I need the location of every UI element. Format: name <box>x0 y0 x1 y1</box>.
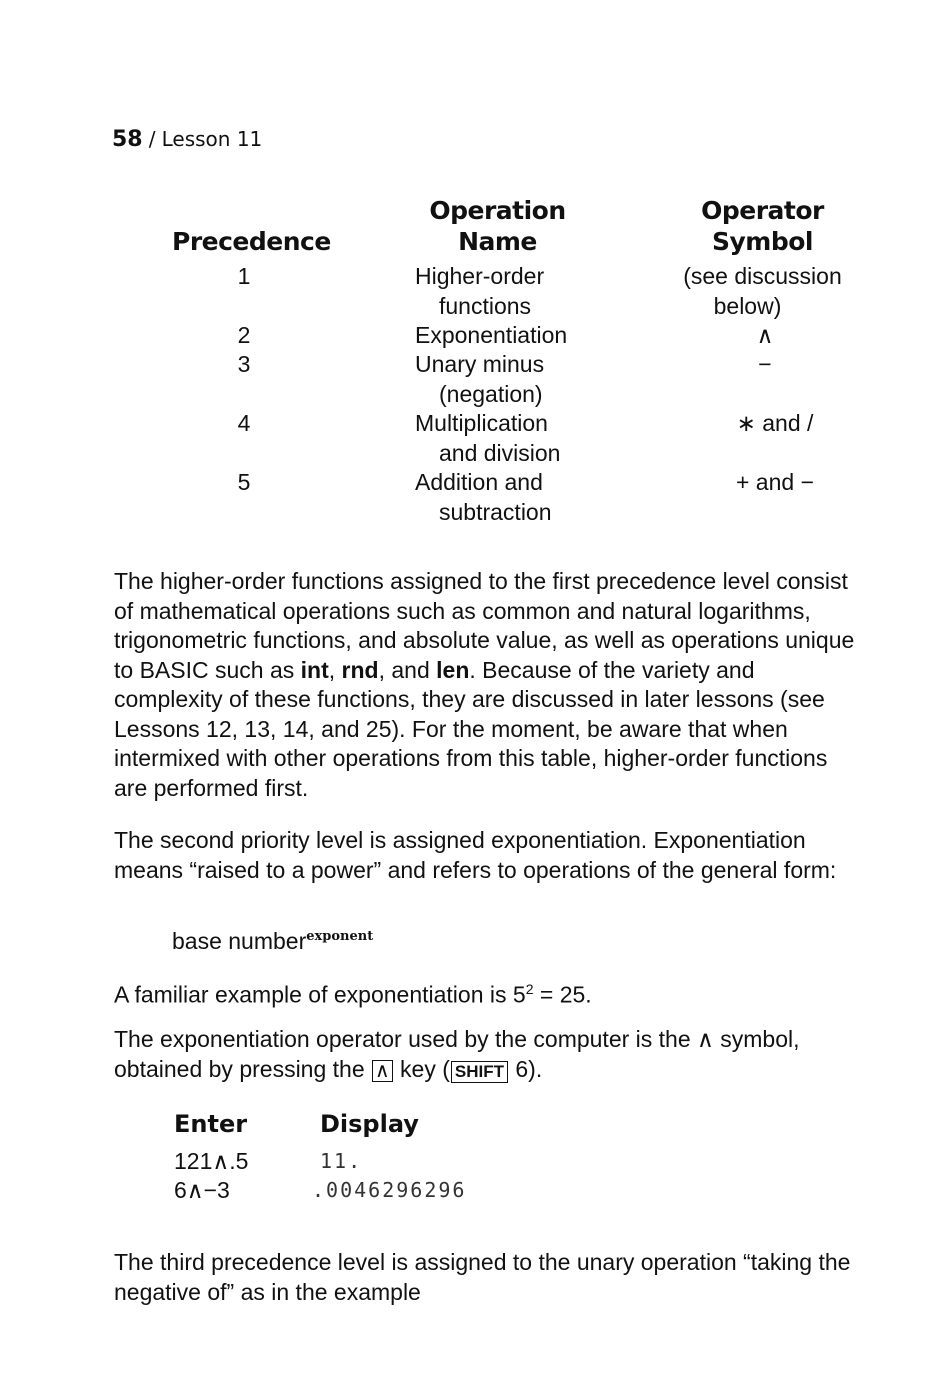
header-enter: Enter <box>174 1110 248 1138</box>
row-2-precedence: 2 <box>237 322 251 348</box>
row-3-symbol: − <box>758 351 772 377</box>
row-3-name: Unary minus (negation) <box>415 351 545 407</box>
paragraph-unary: The third precedence level is assigned to the unary operation “taking the negative of” as in the example <box>114 1249 851 1305</box>
row-4-symbol: ∗ and / <box>736 410 814 436</box>
row-2-symbol: ∧ <box>756 322 774 348</box>
page-number: 58 <box>112 127 143 152</box>
row-1-symbol: (see discussion below) <box>683 263 842 319</box>
example-display-1: 11. <box>320 1149 363 1173</box>
paragraph-exponentiation: The second priority level is assigned exponentiation. Exponentiation means “raised to a power” and refers to operations of the general form: <box>114 827 837 883</box>
example-display-2: .0046296296 <box>312 1178 467 1202</box>
row-5-name: Addition and subtraction <box>415 469 552 525</box>
row-4-precedence: 4 <box>237 410 251 436</box>
paragraph-higher-order: The higher-order functions assigned to the first precedence level consist of mathematical operations such as common and natural logarithms, trigonometric functions, and absolute value, as well as operations unique to BASIC such as int, rnd, and len. Because of the variety and complexity of these functions, they are discussed in later lessons (see Lessons 12, 13, 14, and 25). For the moment, be aware that when intermixed with other operations from this table, higher-order functions are performed first. <box>114 568 855 801</box>
row-1-name: Higher-order functions <box>415 263 545 319</box>
row-5-precedence: 5 <box>237 469 251 495</box>
paragraph-operator: The exponentiation operator used by the computer is the ∧ symbol, obtained by pressing the ∧ key ( SHIFT 6). <box>114 1026 800 1082</box>
row-4-name: Multiplication and division <box>415 410 561 466</box>
caret-key-icon: ∧ <box>372 1060 393 1082</box>
example-enter-2: 6∧−3 <box>174 1177 230 1203</box>
header-operation-name: Operation Name <box>429 196 566 256</box>
paragraph-familiar-example: A familiar example of exponentiation is $5^2 = 25$. <box>114 981 592 1008</box>
keyword-len: len <box>436 656 470 683</box>
row-3-precedence: 3 <box>237 351 251 377</box>
formula-general-form: base number$^{exponent}$ <box>172 928 374 954</box>
keyword-int: int <box>300 656 329 683</box>
row-1-precedence: 1 <box>237 263 251 289</box>
keyword-rnd: rnd <box>341 656 379 683</box>
header-operator-symbol: Operator Symbol <box>701 196 824 256</box>
header-precedence: Precedence <box>172 227 331 256</box>
header-display: Display <box>320 1110 419 1138</box>
header-separator: / <box>148 127 156 151</box>
row-5-symbol: + and − <box>735 469 815 495</box>
page-header <box>112 126 262 152</box>
row-2-name: Exponentiation <box>415 322 568 348</box>
lesson-title: Lesson 11 <box>161 127 263 151</box>
example-enter-1: 121∧.5 <box>174 1148 249 1174</box>
shift-key-icon: SHIFT <box>451 1061 508 1083</box>
